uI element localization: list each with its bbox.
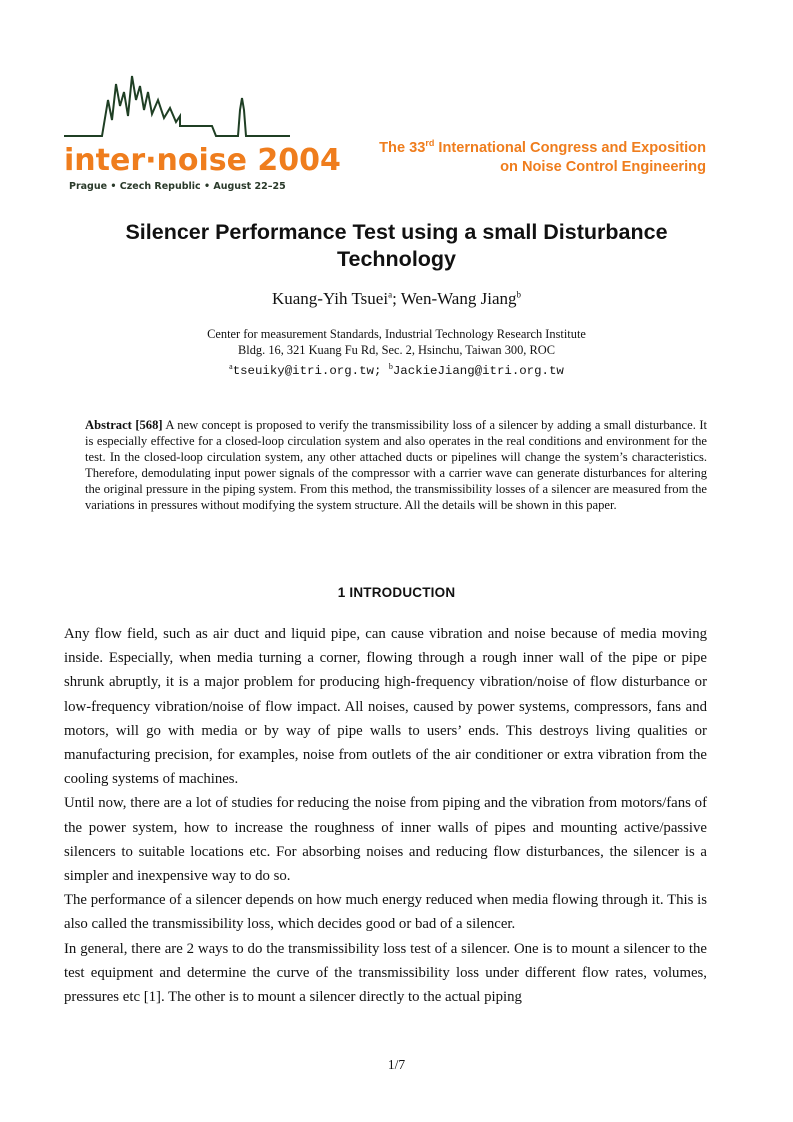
prague-skyline-logo-icon	[62, 70, 341, 194]
author-emails: $^a$tseuiky@itri.org.tw; $^b$JackieJiang@itri.org.tw	[229, 362, 564, 379]
logo-tagline: Prague • Czech Republic • August 22–25	[69, 181, 286, 192]
paper-title: Silencer Performance Test using a small Disturbance Technology	[125, 220, 668, 271]
abstract-label: Abstract [568]	[85, 418, 163, 432]
logo-wordmark: inter·noise 2004	[64, 143, 341, 178]
email-link-a[interactable]: tseuiky@itri.org.tw;	[232, 364, 382, 379]
authors: Kuang-Yih Tsuei$^a$; Wen-Wang Jiang$^b$	[271, 289, 521, 308]
email-link-b[interactable]: JackieJiang@itri.org.tw	[392, 364, 564, 379]
body-paragraph: Until now, there are a lot of studies for reducing the noise from piping and the vibration from motors/fans of the power system, how to increase the roughness of inner walls of pipes and mounting active/passive silencers to suitable locations etc. For absorbing noises and reducing flow disturbances, the silencer is a simpler and inexpensive way to do so.	[64, 795, 707, 885]
body-paragraph: Any flow field, such as air duct and liquid pipe, can cause vibration and noise because of media moving inside. Especially, when media turning a corner, flowing through a rough inner wall of the pipe or pipe shrunk abruptly, it is a major problem for producing high-frequency vibration/noise of flow disturbance or low-frequency vibration/noise of flow impact. All noises, caused by power systems, compressors, fans and motors, will go with media or by way of pipe walls to users’ ends. This destroys living qualities or manufacturing precision, for examples, noise from outlets of the air conditioner or extra vibration from the cooling systems of machines.	[64, 626, 707, 788]
body-paragraph: In general, there are 2 ways to do the transmissibility loss test of a silencer. One is to mount a silencer to the test equipment and determine the curve of the transmissibility loss under different flow rates, volumes, pressures etc [1]. The other is to mount a silencer directly to the actual piping	[64, 940, 707, 1006]
section-heading-introduction: 1 INTRODUCTION	[337, 585, 456, 600]
abstract-text: A new concept is proposed to verify the transmissibility loss of a silencer by adding a small disturbance. It is especially effective for a closed-loop circulation system and also operates in the real conditions and environment for the test. In the closed-loop circulation system, any other attached ducts or pipelines will change the system’s characteristics. Therefore, demodulating input power signals of the compressor with a carrier wave can generate disturbances for altering the original pressure in the piping system. From this method, the transmissibility losses of a silencer are measured from the variations in pressures without modifying the system structure. All the details will be shown in this paper.	[85, 418, 708, 512]
body-paragraph: The performance of a silencer depends on how much energy reduced when media flowing through it. This is also called the transmissibility loss, which decides good or bad of a silencer.	[64, 892, 707, 933]
introduction-body	[64, 622, 707, 1009]
congress-heading	[379, 139, 706, 177]
conference-logo	[62, 70, 341, 194]
congress-line-2: on Noise Control Engineering	[500, 159, 706, 175]
congress-line-1: The 33rd International Congress and Exposition	[379, 138, 706, 156]
affiliation: Center for measurement Standards, Industrial Technology Research Institute Bldg. 16, 321 Kuang Fu Rd, Sec. 2, Hsinchu, Taiwan 300, ROC	[207, 327, 586, 357]
abstract	[85, 418, 707, 513]
page-number: 1/7	[387, 1057, 406, 1072]
